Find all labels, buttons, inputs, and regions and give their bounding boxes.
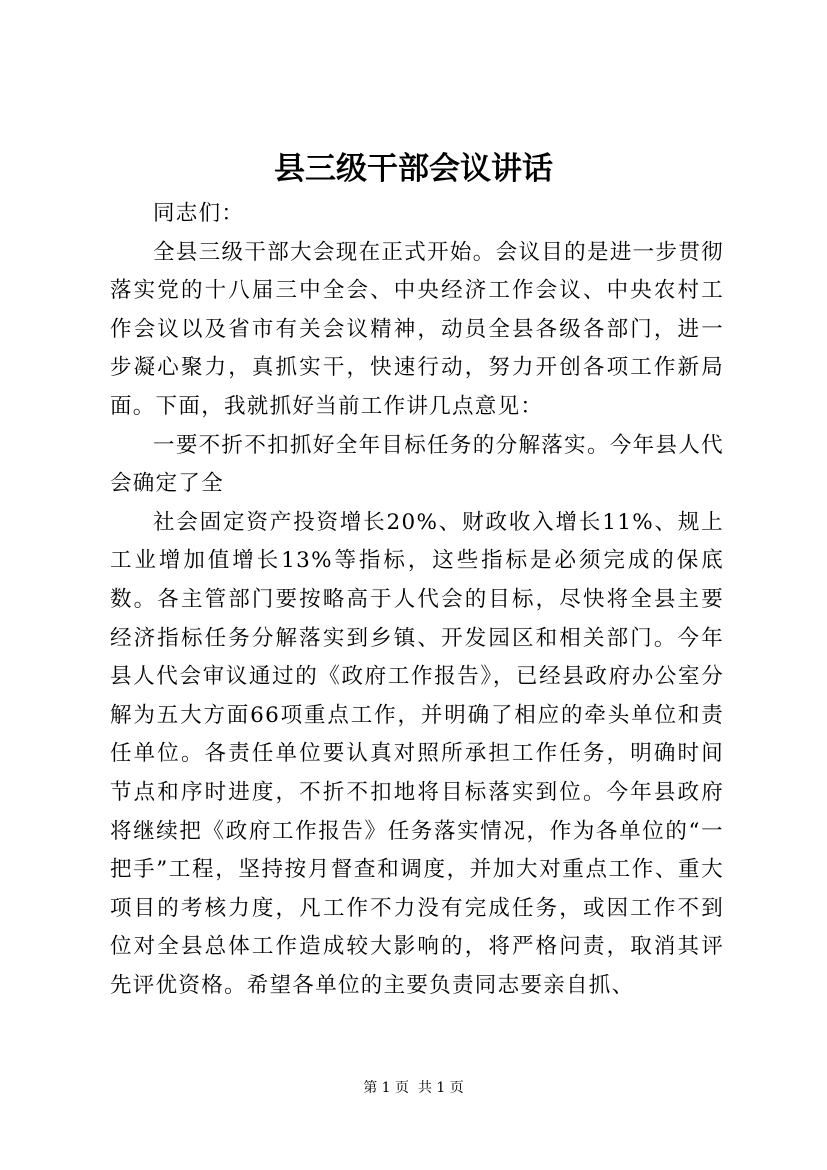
document-title: 县三级干部会议讲话: [274, 151, 553, 187]
salutation: 同志们：: [153, 201, 245, 226]
paragraph-point-one: 一要不折不扣抓好全年目标任务的分解落实。今年县人代会确定了全: [110, 432, 724, 497]
paragraph-intro: 全县三级干部大会现在正式开始。会议目的是进一步贯彻落实党的十八届三中全会、中央经济工作会议、中央农村工作会议以及省市有关会议精神，动员全县各级各部门，进一步凝心聚力，真抓实干，快速行动，努力开创各项工作新局面。下面，我就抓好当前工作讲几点意见：: [110, 239, 724, 419]
page-number: 第 1 页 共 1 页: [363, 1080, 464, 1096]
document-body: [110, 195, 724, 1005]
page-footer: [0, 1078, 827, 1098]
paragraph-targets: 社会固定资产投资增长20%、财政收入增长11%、规上工业增加值增长13%等指标，这些指标是必须完成的保底数。各主管部门要按略高于人代会的目标，尽快将全县主要经济指标任务分解落实到乡镇、开发园区和相关部门。今年县人代会审议通过的《政府工作报告》，已经县政府办公室分解为五大方面66项重点工作，并明确了相应的牵头单位和责任单位。各责任单位要认真对照所承担工作任务，明确时间节点和序时进度，不折不扣地将目标落实到位。今年县政府将继续把《政府工作报告》任务落实情况，作为各单位的“一把手”工程，坚持按月督查和调度，并加大对重点工作、重大项目的考核力度，凡工作不力没有完成任务，或因工作不到位对全县总体工作造成较大影响的，将严格问责，取消其评先评优资格。希望各单位的主要负责同志要亲自抓、: [110, 509, 724, 998]
